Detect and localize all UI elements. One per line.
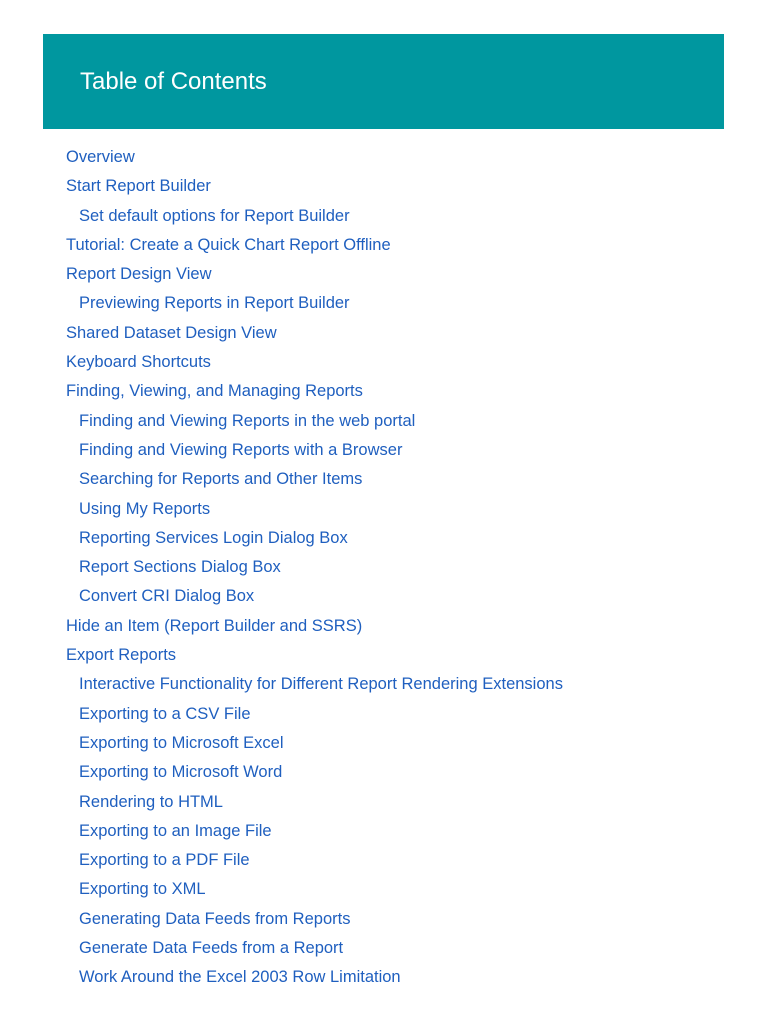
toc-title: Table of Contents <box>80 68 267 95</box>
toc-entry <box>66 465 563 494</box>
toc-link[interactable]: Exporting to Microsoft Excel <box>79 733 284 752</box>
toc-link[interactable]: Finding, Viewing, and Managing Reports <box>66 382 363 401</box>
toc-link[interactable]: Finding and Viewing Reports in the web portal <box>79 411 416 430</box>
toc-link[interactable]: Generate Data Feeds from a Report <box>79 939 344 958</box>
toc-entry <box>66 875 563 904</box>
toc-entry <box>66 553 563 582</box>
toc-link[interactable]: Overview <box>66 148 135 166</box>
toc-link[interactable]: Tutorial: Create a Quick Chart Report Offline <box>66 235 391 254</box>
toc-link[interactable]: Finding and Viewing Reports with a Browser <box>79 440 403 459</box>
toc-link[interactable]: Previewing Reports in Report Builder <box>79 294 350 313</box>
toc-entry <box>66 905 563 934</box>
toc-link[interactable]: Reporting Services Login Dialog Box <box>79 528 348 547</box>
toc-entry <box>66 377 563 406</box>
toc-link[interactable]: Interactive Functionality for Different Report Rendering Extensions <box>79 675 563 694</box>
toc-entry <box>66 436 563 465</box>
toc-entry <box>66 758 563 787</box>
toc-entry <box>66 143 563 172</box>
toc-link[interactable]: Shared Dataset Design View <box>66 323 277 342</box>
toc-list <box>66 143 563 993</box>
toc-entry <box>66 582 563 611</box>
toc-link[interactable]: Generating Data Feeds from Reports <box>79 909 351 928</box>
toc-link[interactable]: Hide an Item (Report Builder and SSRS) <box>66 616 363 635</box>
toc-link[interactable]: Using My Reports <box>79 499 211 518</box>
toc-link[interactable]: Exporting to an Image File <box>79 821 272 840</box>
toc-entry <box>66 641 563 670</box>
toc-link[interactable]: Rendering to HTML <box>79 792 223 811</box>
toc-entry <box>66 612 563 641</box>
toc-entry <box>66 231 563 260</box>
toc-entry <box>66 670 563 699</box>
toc-header-banner <box>43 34 724 129</box>
toc-link[interactable]: Exporting to Microsoft Word <box>79 763 283 782</box>
toc-entry <box>66 319 563 348</box>
toc-link[interactable]: Report Sections Dialog Box <box>79 558 281 577</box>
toc-entry <box>66 348 563 377</box>
toc-entry <box>66 524 563 553</box>
toc-link[interactable]: Report Design View <box>66 265 212 284</box>
toc-link[interactable]: Work Around the Excel 2003 Row Limitation <box>79 968 401 987</box>
toc-entry <box>66 846 563 875</box>
toc-link[interactable]: Exporting to a CSV File <box>79 704 251 723</box>
toc-entry <box>66 729 563 758</box>
toc-entry <box>66 202 563 231</box>
toc-link[interactable]: Start Report Builder <box>66 177 211 196</box>
toc-entry <box>66 963 563 992</box>
toc-entry <box>66 495 563 524</box>
toc-entry <box>66 289 563 318</box>
toc-link[interactable]: Export Reports <box>66 646 177 665</box>
toc-link[interactable]: Exporting to XML <box>79 880 206 899</box>
toc-entry <box>66 700 563 729</box>
toc-link[interactable]: Searching for Reports and Other Items <box>79 470 363 489</box>
toc-link[interactable]: Exporting to a PDF File <box>79 851 250 870</box>
toc-link[interactable]: Set default options for Report Builder <box>79 206 350 225</box>
toc-entry <box>66 172 563 201</box>
toc-entry <box>66 934 563 963</box>
toc-entry <box>66 260 563 289</box>
toc-link[interactable]: Convert CRI Dialog Box <box>79 587 255 606</box>
toc-entry <box>66 407 563 436</box>
toc-entry <box>66 788 563 817</box>
toc-entry <box>66 817 563 846</box>
toc-link[interactable]: Keyboard Shortcuts <box>66 353 211 372</box>
